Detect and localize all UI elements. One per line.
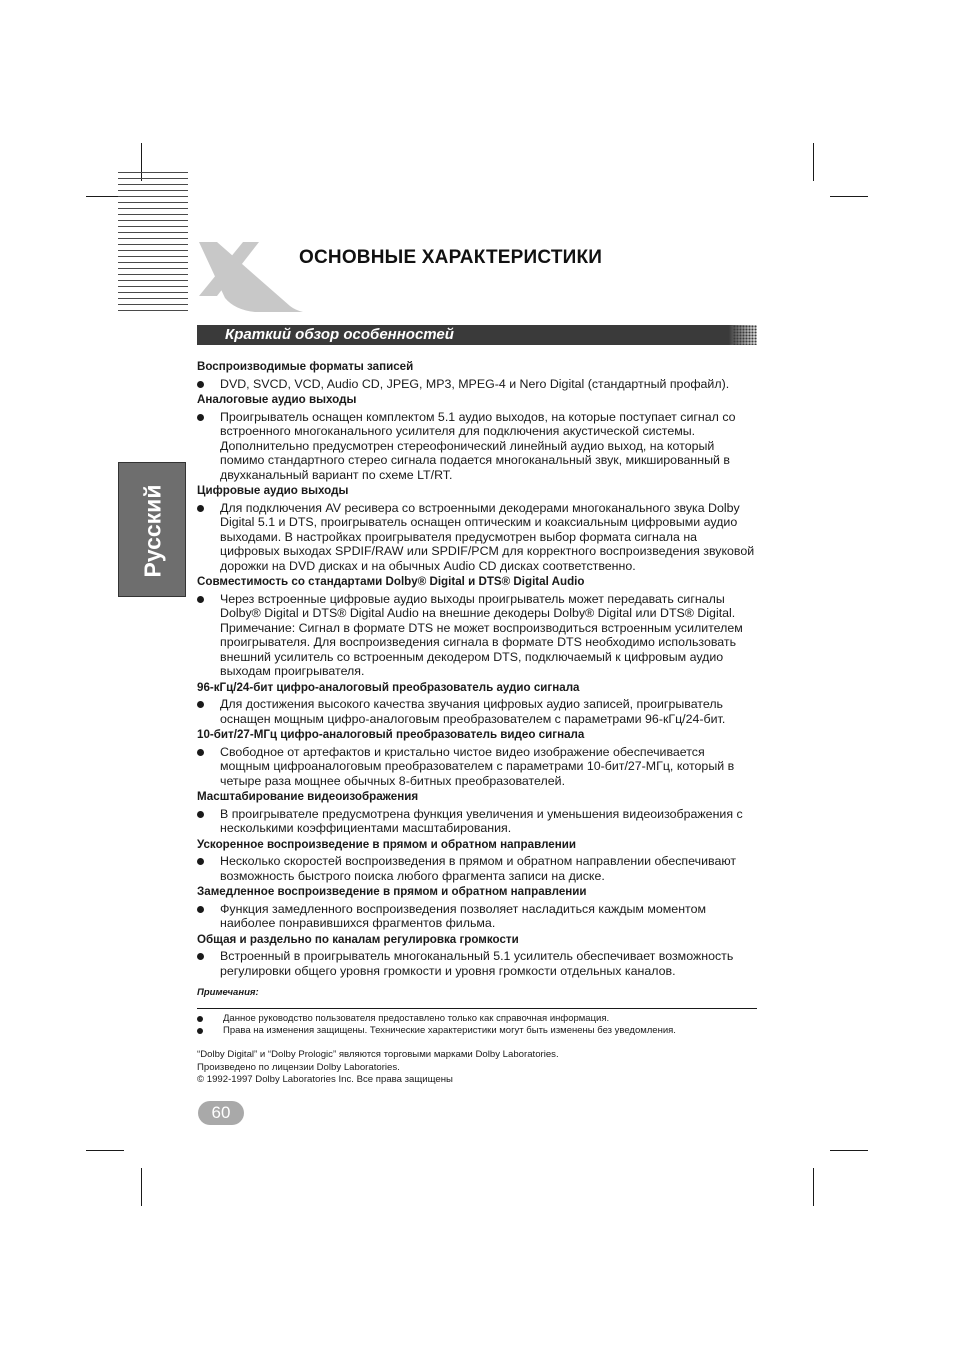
section-title: Краткий обзор особенностей — [225, 326, 454, 343]
trademark-notice — [197, 1049, 559, 1087]
feature-item — [197, 360, 757, 391]
feature-heading: Совместимость со стандартами Dolby® Digital и DTS® Digital Audio — [197, 575, 585, 588]
feature-item — [197, 790, 757, 836]
halftone-dots — [733, 325, 757, 345]
feature-item — [197, 484, 757, 573]
note-item: Данное руководство пользователя предоставлено только как справочная информация. — [197, 1013, 757, 1025]
feature-heading: Воспроизводимые форматы записей — [197, 360, 414, 373]
page-title: ОСНОВНЫЕ ХАРАКТЕРИСТИКИ — [299, 247, 603, 268]
feature-heading: Ускоренное воспроизведение в прямом и обратном направлении — [197, 837, 576, 851]
crop-mark — [830, 196, 868, 197]
feature-bullet: В проигрывателе предусмотрена функция увеличения и уменьшения видеоизображения с несколькими коэффициентами масштабирования. — [197, 807, 757, 836]
feature-bullet: Проигрыватель оснащен комплектом 5.1 аудио выходов, на которые поступает сигнал со встроенного многоканального усилителя для подключения акустической системы. Дополнительно предусмотрен стереофонический линейный аудио выход, на который помимо стандартного стерео сигнала подается многоканальный звук, микшированный в двухканальный вариант по схеме LT/RT. — [197, 410, 757, 483]
feature-item — [197, 681, 757, 727]
language-tab-label: Русский — [139, 484, 166, 578]
feature-bullet: Для достижения высокого качества звучания цифровых аудио записей, проигрыватель оснащен мощным цифро-аналоговым преобразователем с параметрами 96-кГц/24-бит. — [197, 697, 757, 726]
feature-bullet: DVD, SVCD, VCD, Audio CD, JPEG, MP3, MPEG-4 и Nero Digital (стандартный профайл). — [197, 377, 757, 392]
notes-label: Примечания: — [197, 987, 259, 998]
crop-mark — [813, 1168, 814, 1206]
language-tab — [118, 462, 186, 597]
feature-heading: Замедленное воспроизведение в прямом и обратном направлении — [197, 885, 587, 898]
feature-item — [197, 575, 757, 679]
crop-mark — [86, 1150, 124, 1151]
feature-item — [197, 885, 757, 931]
feature-heading: 10-бит/27-МГц цифро-аналоговый преобразователь видео сигнала — [197, 728, 585, 741]
features-list — [197, 360, 757, 980]
feature-bullet: Несколько скоростей воспроизведения в прямом и обратном направлении обеспечивают возможность быстрого поиска любого фрагмента записи на диске. — [197, 854, 757, 883]
crop-mark — [141, 1168, 142, 1206]
crop-mark — [830, 1150, 868, 1151]
feature-item — [197, 728, 757, 788]
feature-heading: 96-кГц/24-бит цифро-аналоговый преобразователь аудио сигнала — [197, 680, 580, 694]
feature-item — [197, 393, 757, 482]
feature-bullet: Встроенный в проигрыватель многоканальный 5.1 усилитель обеспечивает возможность регулировки общего уровня громкости и уровня громкости отдельных каналов. — [197, 949, 757, 978]
page-number: 60 — [198, 1101, 244, 1125]
feature-heading: Общая и раздельно по каналам регулировка громкости — [197, 932, 519, 946]
notes-list — [197, 1013, 757, 1037]
section-header-bar — [197, 325, 757, 345]
feature-bullet: Функция замедленного воспроизведения позволяет насладиться каждым моментом наиболее понравившихся фрагментов фильма. — [197, 902, 757, 931]
crop-mark — [813, 143, 814, 181]
note-item: Права на изменения защищены. Технические характеристики могут быть изменены без уведомления. — [197, 1025, 757, 1037]
feature-bullet: Через встроенные цифровые аудио выходы проигрыватель может передавать сигналы Dolby® Digital и DTS® Digital Audio на внешние декодеры Dolby® Digital или DTS® Digital. Примечание: Сигнал в формате DTS не может воспроизводиться встроенным усилителем проигрывателя. Для воспроизведения сигнала в формате DTS необходимо использовать внешний усилитель со встроенным декодером DTS, подключаемый к цифровым аудио выходам проигрывателя. — [197, 592, 757, 679]
feature-bullet: Свободное от артефактов и кристально чистое видео изображение обеспечивается мощным цифроаналоговым преобразователем с параметрами 10-бит/27-МГц, который в четыре раза мощнее обычных 8-битных преобразователей. — [197, 745, 757, 789]
trademark-line: © 1992-1997 Dolby Laboratories Inc. Все права защищены — [197, 1074, 453, 1085]
x-brand-logo-icon — [195, 240, 305, 315]
feature-heading: Аналоговые аудио выходы — [197, 393, 357, 406]
decorative-stripes — [118, 172, 188, 332]
trademark-line: “Dolby Digital” и “Dolby Prologic” являются торговыми марками Dolby Laboratories. — [197, 1049, 559, 1060]
divider — [197, 1008, 757, 1009]
trademark-line: Произведено по лицензии Dolby Laboratories. — [197, 1061, 400, 1073]
feature-item — [197, 838, 757, 884]
feature-heading: Масштабирование видеоизображения — [197, 790, 419, 803]
feature-heading: Цифровые аудио выходы — [197, 484, 349, 497]
feature-bullet: Для подключения AV ресивера со встроенными декодерами многоканального звука Dolby Digital 5.1 и DTS, проигрыватель оснащен оптическим и коаксиальным цифровыми аудио выходами. В настройках проигрывателя предусмотрен выбор формата сигнала на цифровых выходах SPDIF/RAW или SPDIF/PCM для корректного воспроизведения звуковой дорожки на DVD дисках и на обычных Audio CD дисках соответственно. — [197, 501, 757, 574]
feature-item — [197, 933, 757, 979]
